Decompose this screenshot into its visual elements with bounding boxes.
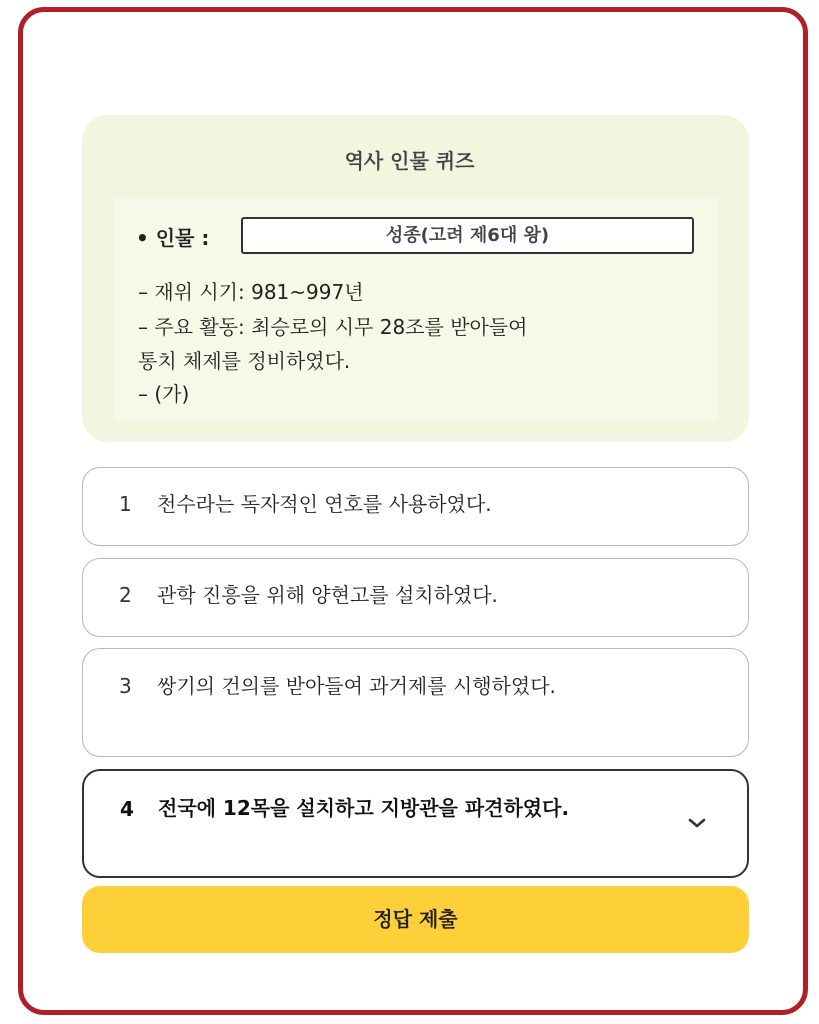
option-text: 전국에 12목을 설치하고 지방관을 파견하였다. [158, 796, 570, 820]
chevron-down-icon [685, 811, 709, 835]
quiz-title: 역사 인물 퀴즈 [344, 149, 475, 173]
answer-option-4[interactable] [82, 769, 749, 878]
option-number: 3 [119, 674, 132, 698]
option-text: 관학 진흥을 위해 양현고를 설치하였다. [157, 583, 498, 607]
answer-option-3[interactable] [82, 648, 749, 757]
option-text: 쌍기의 건의를 받아들여 과거제를 시행하였다. [157, 674, 556, 698]
option-number: 2 [119, 583, 132, 607]
person-label: • 인물 : [136, 226, 210, 250]
reign-period-text: – 재위 시기: 981~997년 [138, 280, 364, 304]
option-number: 4 [120, 797, 134, 821]
main-activity-text: – 주요 활동: 최승로의 시무 28조를 받아들여 [138, 315, 528, 339]
answer-option-1[interactable] [82, 467, 749, 546]
main-activity-text-cont: 통치 체제를 정비하였다. [138, 349, 351, 373]
person-name-field: 성종(고려 제6대 왕) [241, 217, 694, 254]
answer-option-2[interactable] [82, 558, 749, 637]
option-text: 천수라는 독자적인 연호를 사용하였다. [157, 492, 492, 516]
submit-answer-button[interactable]: 정답 제출 [82, 886, 749, 953]
blank-item-text: – (가) [138, 382, 190, 406]
option-number: 1 [119, 492, 132, 516]
